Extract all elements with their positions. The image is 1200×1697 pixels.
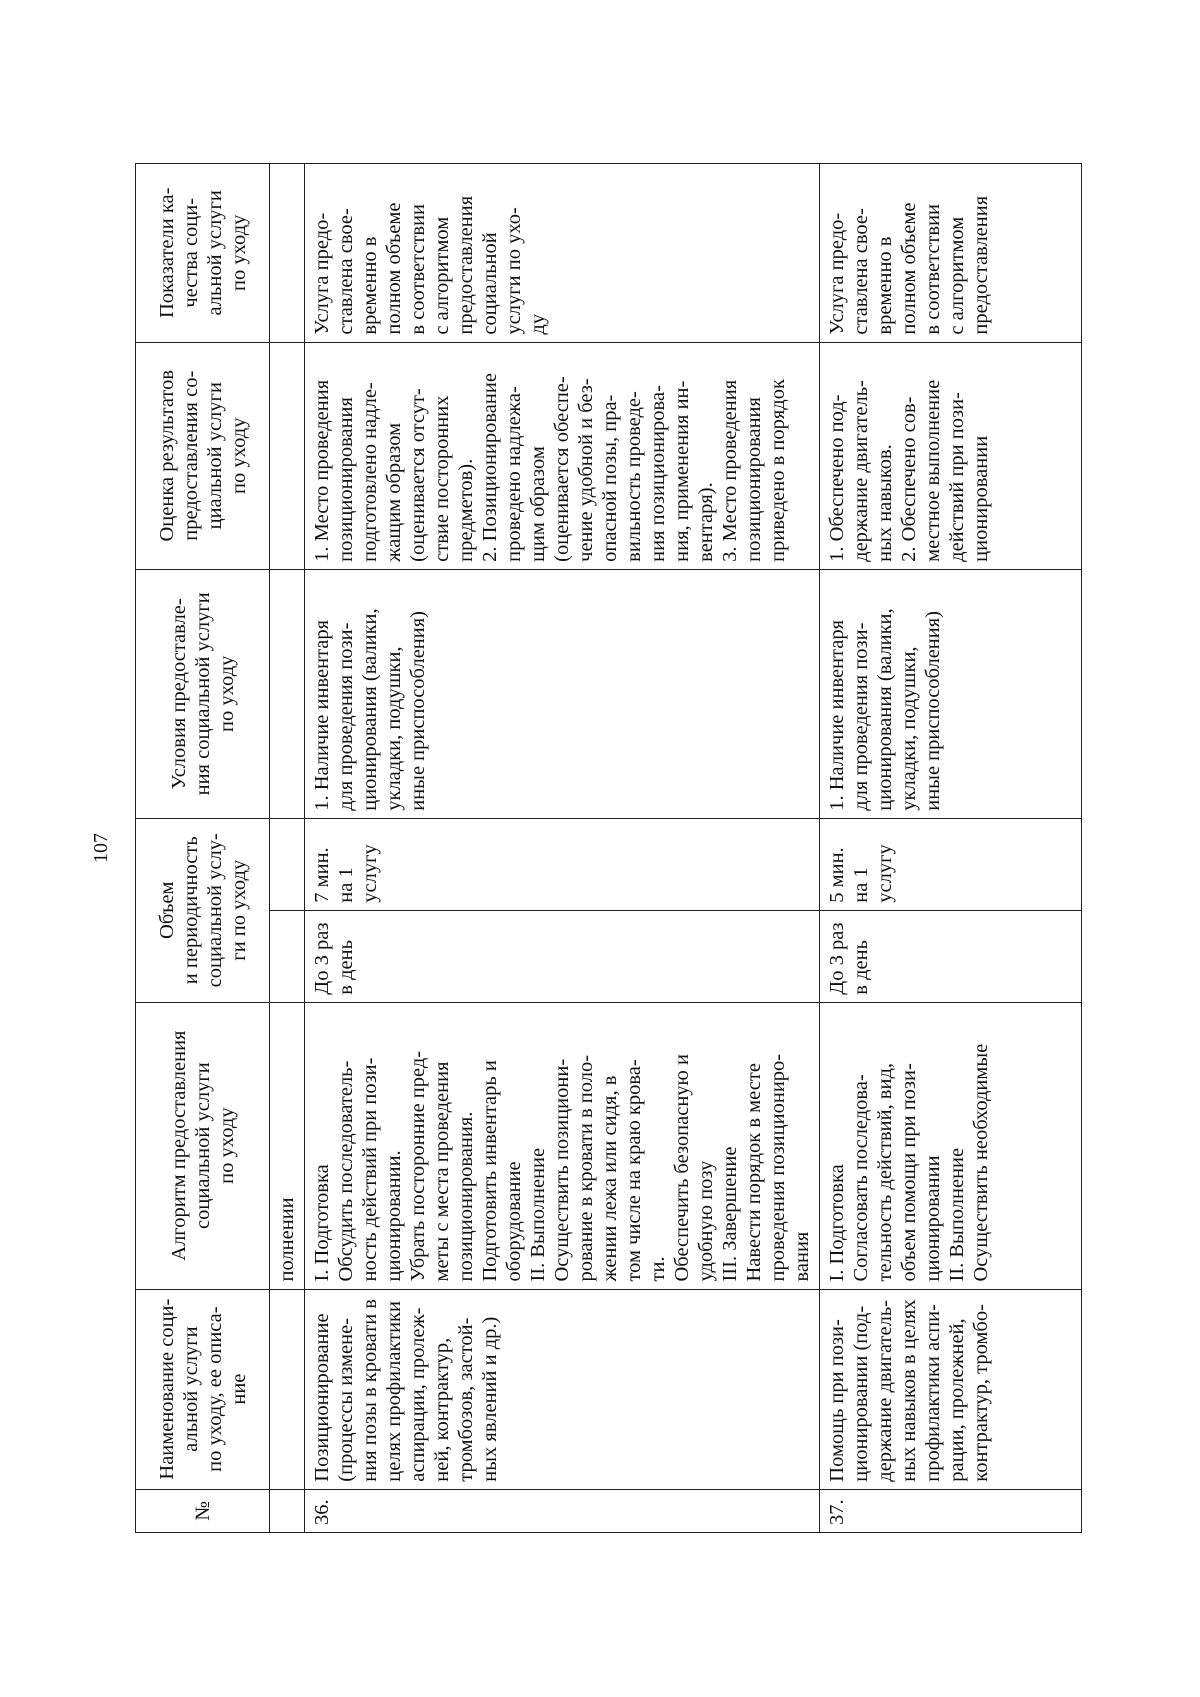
text-line: временно в xyxy=(874,236,896,335)
duration-cell xyxy=(305,818,820,910)
text-line: услугу xyxy=(359,844,381,903)
text-line: вентаря). xyxy=(695,482,717,562)
text-line: I. Подготовка xyxy=(311,1164,333,1282)
continuation-assessment-cell xyxy=(270,342,305,569)
text-line: услугу xyxy=(874,844,896,903)
row-number-cell: 36. xyxy=(305,1489,820,1532)
continuation-row xyxy=(270,164,305,1533)
text-line: ней, контрактур, xyxy=(431,1337,453,1482)
text-line: проведения позициониро- xyxy=(767,1053,789,1282)
text-line: II. Выполнение xyxy=(527,1147,549,1282)
text-line: Условия предоставле- xyxy=(167,598,190,790)
text-line: по уходу xyxy=(215,655,238,733)
text-line: 1. Наличие инвентаря xyxy=(311,619,333,811)
frequency-cell xyxy=(820,910,1082,1002)
conditions-cell xyxy=(820,569,1082,818)
text-line: щим образом xyxy=(527,446,549,562)
table-row xyxy=(305,164,820,1533)
continuation-algorithm-cell: полнении xyxy=(270,1002,305,1289)
text-line: Обсудить последователь- xyxy=(335,1060,357,1282)
text-line: приведено в порядок xyxy=(767,379,789,562)
text-line: социальной услуги xyxy=(191,1062,214,1229)
text-line: в день xyxy=(335,940,357,995)
text-line: чества соци- xyxy=(179,197,202,308)
text-line: на 1 xyxy=(335,867,357,903)
text-line: Подготовить инвентарь и xyxy=(479,1060,501,1282)
text-line: Оценка результатов xyxy=(155,369,178,542)
text-line: До 3 раз xyxy=(311,922,333,995)
text-line: ние xyxy=(227,1373,250,1405)
text-line: ставлена свое- xyxy=(850,208,872,335)
text-line: ги по уходу xyxy=(227,859,250,961)
text-line: 1. Обеспечено под- xyxy=(826,394,848,562)
continuation-name-cell xyxy=(270,1289,305,1489)
text-line: циальной услуги xyxy=(203,382,226,530)
text-line: 2. Обеспечено сов- xyxy=(898,396,920,562)
text-line: по уходу xyxy=(227,417,250,494)
text-line: альной услуги xyxy=(203,190,226,316)
text-line: Навести порядок в месте xyxy=(743,1063,765,1282)
text-line: и периодичность xyxy=(179,836,202,985)
text-line: жащим образом xyxy=(383,422,405,562)
text-line: позиционирования xyxy=(743,397,765,562)
text-line: по уходу, ее описа- xyxy=(203,1306,226,1472)
service-name-cell xyxy=(820,1289,1082,1489)
text-line: До 3 раз xyxy=(826,922,848,995)
text-line: полном объеме xyxy=(383,202,405,335)
text-line: социальной услу- xyxy=(203,833,226,988)
text-line: с алгоритмом xyxy=(946,216,968,335)
continuation-frequency-cell xyxy=(270,910,305,1002)
text-line: Наименование соци- xyxy=(155,1298,178,1480)
continuation-num-cell xyxy=(270,1489,305,1532)
text-line: (оценивается обеспе- xyxy=(551,376,573,562)
text-line: чение удобной и без- xyxy=(575,378,597,562)
text-line: I. Подготовка xyxy=(826,1164,848,1282)
text-line: действий при пози- xyxy=(946,392,968,562)
assessment-cell xyxy=(305,342,820,569)
table-row xyxy=(820,164,1082,1533)
services-table xyxy=(135,163,1082,1533)
text-line: услуги по ухо- xyxy=(503,207,525,335)
text-line: иные приспособления) xyxy=(922,611,944,811)
text-line: объем помощи при пози- xyxy=(898,1063,920,1282)
algorithm-cell xyxy=(305,1002,820,1289)
text-line: предметов). xyxy=(455,458,477,562)
text-line: вильность проведе- xyxy=(623,391,645,562)
text-line: по уходу xyxy=(227,214,250,292)
text-line: ность действий при пози- xyxy=(359,1057,381,1282)
frequency-cell xyxy=(305,910,820,1002)
text-line: социальной xyxy=(479,232,501,335)
text-line: проведено надлежа- xyxy=(503,386,525,562)
text-line: временно в xyxy=(359,236,381,335)
header-assessment xyxy=(136,342,270,569)
text-line: ния позы в кровати в xyxy=(359,1299,381,1482)
text-line: позиционирования. xyxy=(455,1111,477,1282)
text-line: Согласовать последова- xyxy=(850,1074,872,1282)
text-line: II. Выполнение xyxy=(946,1147,968,1282)
text-line: держание двигатель- xyxy=(874,1299,896,1482)
continuation-quality-cell xyxy=(270,164,305,343)
text-line: держание двигатель- xyxy=(850,380,872,562)
text-line: ционирования (валики, xyxy=(874,608,896,811)
text-line: 1. Наличие инвентаря xyxy=(826,619,848,811)
text-line: ционировании xyxy=(922,1155,944,1282)
text-line: тельность действий, вид, xyxy=(874,1062,896,1282)
text-line: ти. xyxy=(647,1256,669,1282)
text-line: в соответствии xyxy=(922,203,944,335)
text-line: местное выполнение xyxy=(922,379,944,562)
text-line: Позиционирование xyxy=(311,1313,333,1482)
text-line: целях профилактики xyxy=(383,1301,405,1482)
text-line: ния, применения ин- xyxy=(671,380,693,562)
text-line: альной услуги xyxy=(179,1326,202,1452)
text-line: на 1 xyxy=(850,867,872,903)
text-line: Алгоритм предоставления xyxy=(167,1030,190,1261)
header-algorithm xyxy=(136,1002,270,1289)
text-line: контрактур, тромбо- xyxy=(970,1304,992,1482)
text-line: опасной позы, пра- xyxy=(599,394,621,562)
text-line: предоставления xyxy=(970,195,992,335)
text-line: Объем xyxy=(155,881,178,939)
quality-cell xyxy=(305,164,820,343)
text-line: ствие посторонних xyxy=(431,395,453,562)
text-line: тромбозов, застой- xyxy=(455,1317,477,1482)
text-line: Убрать посторонние пред- xyxy=(407,1050,429,1282)
rotated-table-container xyxy=(135,163,1065,1533)
header-quality xyxy=(136,164,270,343)
text-line: предоставления со- xyxy=(179,370,202,541)
text-line: ных навыков в целях xyxy=(898,1299,920,1482)
text-line: Помощь при пози- xyxy=(826,1319,848,1482)
text-line: 3. Место проведения xyxy=(719,379,741,562)
text-line: (оценивается отсут- xyxy=(407,388,429,562)
text-line: полном объеме xyxy=(898,202,920,335)
text-line: Осуществить необходимые xyxy=(970,1043,992,1282)
service-name-cell xyxy=(305,1289,820,1489)
text-line: удобную позу xyxy=(695,1160,717,1282)
text-line: том числе на краю крова- xyxy=(623,1059,645,1282)
text-line: предоставления xyxy=(455,195,477,335)
text-line: с алгоритмом xyxy=(431,216,453,335)
table-header-row xyxy=(136,164,270,1533)
duration-cell xyxy=(820,818,1082,910)
text-line: Обеспечить безопасную и xyxy=(671,1054,693,1282)
header-volume xyxy=(136,818,270,1002)
text-line: рации, пролежней, xyxy=(946,1318,968,1482)
continuation-duration-cell xyxy=(270,818,305,910)
text-line: оборудование xyxy=(503,1161,525,1282)
page-number: 107 xyxy=(90,833,112,863)
text-line: ционировании (под- xyxy=(850,1305,872,1482)
text-line: в соответствии xyxy=(407,203,429,335)
text-line: вания xyxy=(791,1231,813,1282)
text-line: подготовлено надле- xyxy=(359,382,381,562)
text-line: профилактики аспи- xyxy=(922,1304,944,1482)
text-line: для проведения пози- xyxy=(850,622,872,811)
quality-cell xyxy=(820,164,1082,343)
assessment-cell xyxy=(820,342,1082,569)
text-line: ных навыков. xyxy=(874,444,896,562)
text-line: по уходу xyxy=(215,1107,238,1184)
text-line: ния позиционирова- xyxy=(647,385,669,562)
continuation-conditions-cell xyxy=(270,569,305,818)
text-line: 2. Позиционирование xyxy=(479,373,501,562)
text-line: ных явлений и др.) xyxy=(479,1316,501,1482)
text-line: ставлена свое- xyxy=(335,208,357,335)
text-line: Услуга предо- xyxy=(826,212,848,335)
text-line: иные приспособления) xyxy=(407,611,429,811)
text-line: Услуга предо- xyxy=(311,212,333,335)
conditions-cell xyxy=(305,569,820,818)
algorithm-cell xyxy=(820,1002,1082,1289)
text-line: ционировании xyxy=(970,435,992,562)
text-line: 5 мин. xyxy=(826,847,848,903)
text-line: укладки, подушки, xyxy=(383,646,405,811)
header-num: № xyxy=(136,1489,270,1532)
text-line: Показатели ка- xyxy=(155,187,178,319)
text-line: укладки, подушки, xyxy=(898,646,920,811)
text-line: ду xyxy=(527,313,549,335)
text-line: 1. Место проведения xyxy=(311,379,333,562)
text-line: Осуществить позициони- xyxy=(551,1058,573,1282)
text-line: ционировании. xyxy=(383,1150,405,1282)
text-line: ционирования (валики, xyxy=(359,608,381,811)
text-line: аспирации, пролеж- xyxy=(407,1307,429,1482)
row-number-cell: 37. xyxy=(820,1489,1082,1532)
text-line: ния социальной услуги xyxy=(191,592,214,796)
header-conditions xyxy=(136,569,270,818)
text-line: меты с места проведения xyxy=(431,1061,453,1282)
text-line: жении лежа или сидя, в xyxy=(599,1075,621,1282)
text-line: 7 мин. xyxy=(311,847,333,903)
text-line: позиционирования xyxy=(335,397,357,562)
text-line: III. Завершение xyxy=(719,1146,741,1282)
text-line: рование в кровати в поло- xyxy=(575,1054,597,1282)
text-line: для проведения пози- xyxy=(335,622,357,811)
text-line: (процессы измене- xyxy=(335,1317,357,1482)
header-name xyxy=(136,1289,270,1489)
text-line: в день xyxy=(850,940,872,995)
